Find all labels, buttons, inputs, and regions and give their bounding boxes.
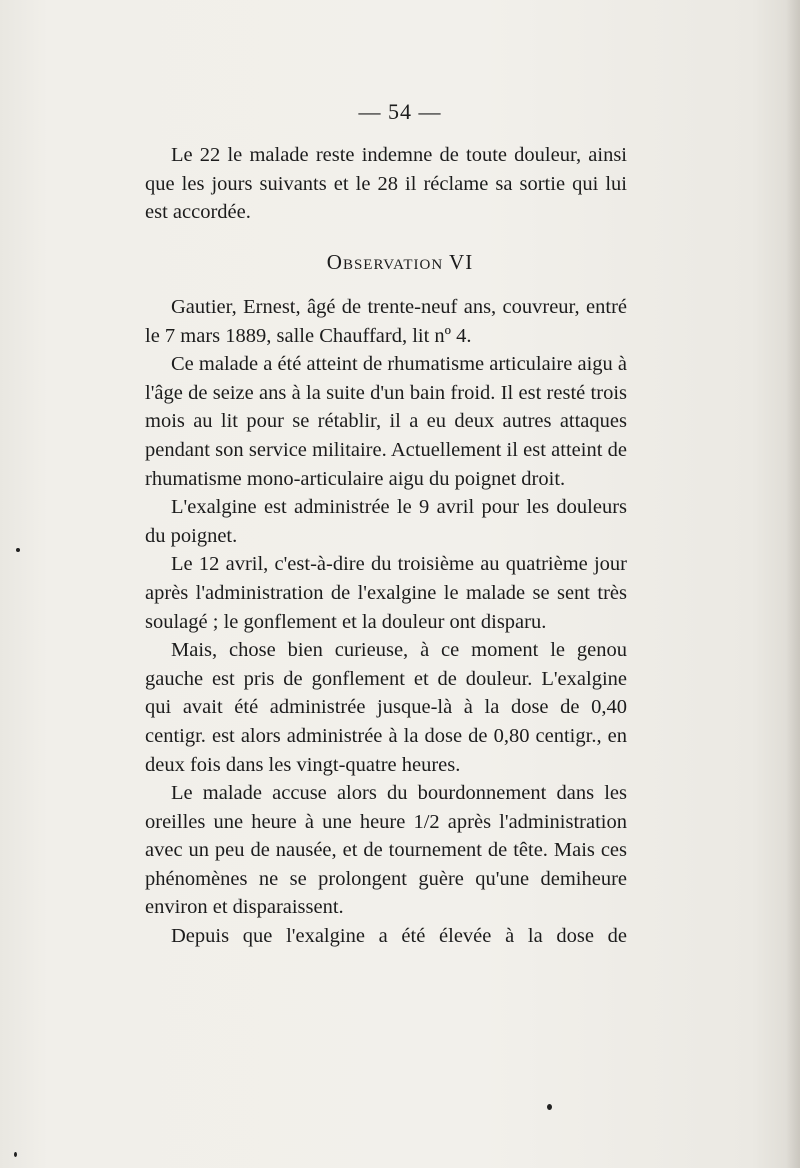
observation-body: [145, 293, 627, 951]
ink-speck: [14, 1152, 17, 1157]
intro-paragraph: Le 22 le malade reste indemne de toute douleur, ainsi que les jours suivants et le 28 il réclame sa sortie qui lui est accordée.: [145, 144, 627, 223]
paragraph-knee: Mais, chose bien curieuse, à ce moment le genou gauche est pris de gonflement et de douleur. L'exalgine qui avait été administrée jusque-là à la dose de 0,40 centigr. est alors administrée à la dose de 0,80 centigr., en deux fois dans les vingt-quatre heures.: [145, 639, 627, 776]
ink-speck: [16, 548, 20, 552]
paragraph-administration: L'exalgine est administrée le 9 avril pour les douleurs du poignet.: [145, 496, 627, 547]
paragraph-april-12: Le 12 avril, c'est-à-dire du troisième au quatrième jour après l'administration de l'exalgine le malade se sent très soulagé ; le gonflement et la douleur ont disparu.: [145, 553, 627, 633]
paragraph-continued: Depuis que l'exalgine a été élevée à la dose de: [171, 925, 627, 948]
observation-heading: Observation VI: [326, 250, 474, 274]
paragraph-side-effects: Le malade accuse alors du bourdonnement dans les oreilles une heure à une heure 1/2 après l'administration avec un peu de nausée, et de tournement de tête. Mais ces phénomènes ne se prolongent guère qu'une demiheure environ et disparaissent.: [145, 782, 627, 919]
paragraph-history: Ce malade a été atteint de rhumatisme articulaire aigu à l'âge de seize ans à la suite d'un bain froid. Il est resté trois mois au lit pour se rétablir, il a eu deux autres attaques pendant son service militaire. Actuellement il est atteint de rhumatisme mono-articulaire aigu du poignet droit.: [145, 353, 627, 490]
intro-text-block: [145, 141, 627, 227]
paragraph-patient-info: Gautier, Ernest, âgé de trente-neuf ans, couvreur, entré le 7 mars 1889, salle Chauffard, lit nº 4.: [145, 296, 627, 347]
page-number: — 54 —: [358, 99, 442, 124]
ink-speck: [547, 1104, 552, 1110]
page-edge-shadow: [786, 0, 800, 1168]
